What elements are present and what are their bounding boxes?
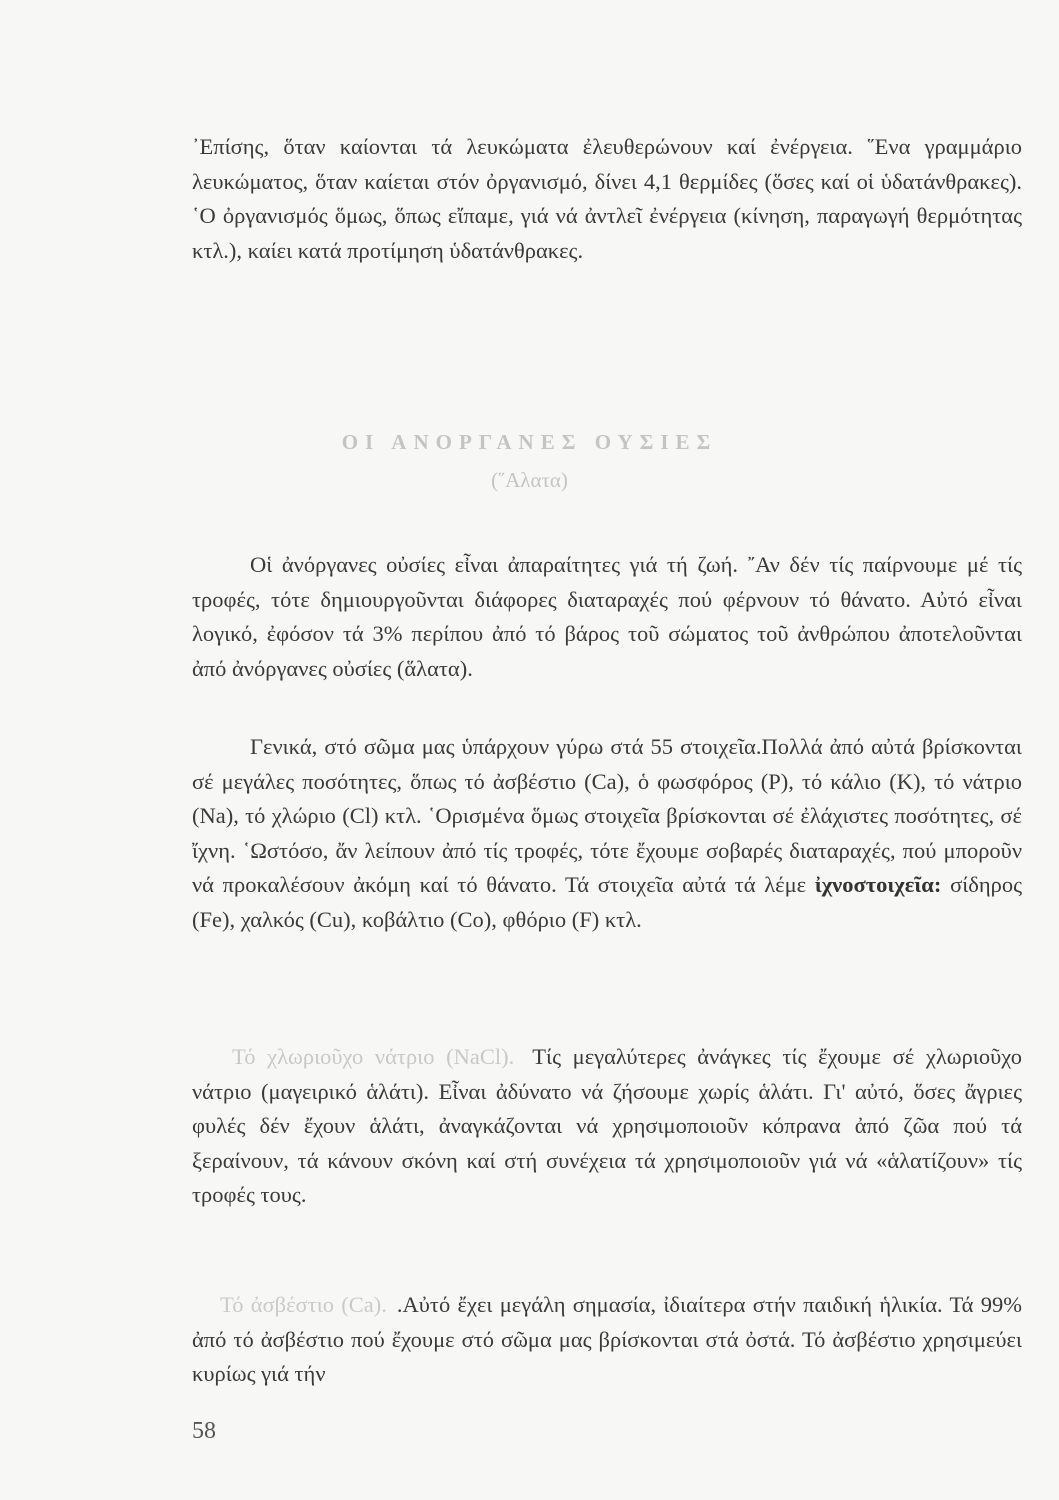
paragraph-trace-elements bbox=[192, 730, 1022, 937]
paragraph-inorganic-substances: Οἱ ἀνόργανες οὐσίες εἶναι ἀπαραίτητες γιά τή ζωή. ῎Αν δέν τίς παίρνουμε μέ τίς τροφές, τότε δημιουργοῦνται διάφορες διαταραχές πού φέρνουν τό θάνατο. Αὐτό εἶναι λογικό, ἐφόσον τά 3% περίπου ἀπό τό βάρος τοῦ σώματος τοῦ ἀνθρώπου ἀποτελοῦνται ἀπό ἀνόργανες οὐσίες (ἅλατα). bbox=[192, 552, 1022, 681]
paragraph-text: Γενικά, στό σῶμα μας ὑπάρχουν γύρω στά 55 στοιχεῖα.Πολλά ἀπό αὐτά βρίσκονται σέ μεγάλες ποσότητες, ὅπως τό ἀσβέστιο (Ca), ὁ φωσφόρος (P), τό κάλιο (K), τό νάτριο (Na), τό χλώριο (Cl) κτλ. ῾Ορισμένα ὅμως στοιχεῖα βρίσκονται σέ ἐλάχιστες ποσότητες, σέ ἴχνη. ῾Ωστόσο, ἄν λείπουν ἀπό τίς τροφές, τότε ἔχουμε σοβαρές διαταραχές, πού μποροῦν νά προκαλέσουν ἀκόμη καί τό θάνατο. Τά στοιχεῖα αὐτά τά λέμε bbox=[192, 734, 1022, 897]
section-title: ΟΙ ΑΝΟΡΓΑΝΕΣ ΟΥΣΙΕΣ bbox=[341, 430, 718, 454]
paragraph-text: Τίς μεγαλύτερες ἀνάγκες τίς ἔχουμε σέ χλωριοῦχο νάτριο (μαγειρικό ἁλάτι). Εἶναι ἀδύνατο νά ζήσουμε χωρίς ἁλάτι. Γι' αὐτό, ὅσες ἄγριες φυλές δέν ἔχουν ἁλάτι, ἀναγκάζονται νά χρησιμοποιοῦν κόπρανα ἀπό ζῶα πού τά ξεραίνουν, τά κάνουν σκόνη καί στή συνέχεια τά χρησιμοποιοῦν γιά νά «ἁλατίζουν» τίς τροφές τους. bbox=[192, 1044, 1022, 1207]
paragraph-text: .Αὐτό ἔχει μεγάλη σημασία, ἰδιαίτερα στήν παιδική ἡλικία. Τά 99% ἀπό τό ἀσβέστιο πού ἔχουμε στό σῶμα μας βρίσκονται στά ὀστά. Τό ἀσβέστιο χρησιμεύει κυρίως γιά τήν bbox=[192, 1292, 1023, 1386]
runin-heading-sodium-chloride: Τό χλωριοῦχο νάτριο (NaCl). bbox=[232, 1044, 515, 1069]
paragraph-proteins-energy: ᾿Επίσης, ὅταν καίονται τά λευκώματα ἐλευθερώνουν καί ἐνέργεια. ῞Ενα γραμμάριο λευκώματος, ὅταν καίεται στόν ὀργανισμό, δίνει 4,1 θερμίδες (ὅσες καί οἱ ὑδατάνθρακες). ῾Ο ὀργανισμός ὅμως, ὅπως εἴπαμε, γιά νά ἀντλεῖ ἐνέργεια (κίνηση, παραγωγή θερμότητας κτλ.), καίει κατά προτίμηση ὑδατάνθρακες. bbox=[192, 134, 1022, 263]
paragraph-text: σίδηρος (Fe), χαλκός (Cu), κοβάλτιο (Co), φθόριο (F) κτλ. bbox=[192, 872, 1023, 932]
section-subtitle: (῞Αλατα) bbox=[491, 468, 568, 492]
bold-term-trace-elements: ἰχνοστοιχεῖα: bbox=[814, 872, 942, 897]
page-number: 58 bbox=[192, 1418, 216, 1444]
runin-heading-calcium: Τό ἀσβέστιο (Ca). bbox=[220, 1292, 387, 1317]
paragraph-calcium bbox=[192, 1288, 1022, 1392]
paragraph-sodium-chloride bbox=[192, 1040, 1022, 1213]
